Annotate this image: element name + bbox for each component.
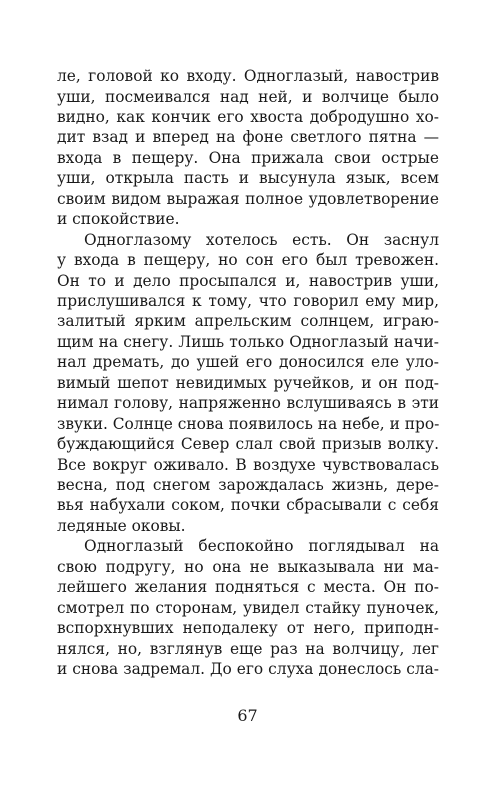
text-line: Все вокруг оживало. В воздухе чувствовалась [57,455,439,474]
text-line: смотрел по сторонам, увидел стайку пуночек, [57,598,439,617]
text-line: вспорхнувших неподалеку от него, приподн- [57,619,439,638]
text-line: ледяные оковы. [57,516,186,535]
text-line: лейшего желания подняться с места. Он по- [57,578,439,597]
text-line: нялся, но, взглянув еще раз на волчицу, лег [57,639,439,658]
page-number: 67 [237,706,258,725]
text-line: у входа в пещеру, но сон его был тревожен. [57,251,439,269]
text-line: вья набухали соком, почки сбрасывали с себя [57,496,439,515]
text-line: залитый ярким апрельским солнцем, играю- [57,312,439,331]
text-line: ле, головой ко входу. Одноглазый, навострив [57,67,439,85]
text-line: Он то и дело просыпался и, навострив уши, [57,271,439,290]
text-line: весна, под снегом зарождалась жизнь, дере- [57,476,439,494]
text-line: уши, посмеивался над ней, и волчице было [57,87,439,106]
text-line: своим видом выражая полное удовлетворение [57,189,439,208]
text-line: уши, открыла пасть и высунула язык, всем [57,169,439,188]
text-line: звуки. Солнце снова появилось на небе, и про- [57,414,440,433]
text-line: щим на снегу. Лишь только Одноглазый начи- [57,332,439,351]
text-line: видно, как кончик его хвоста добродушно хо- [57,107,439,126]
paragraph-first-line: Одноглазый беспокойно поглядывал на [84,537,439,556]
text-line: и спокойствие. [57,210,180,229]
text-line: свою подругу, но она не выказывала ни ма- [57,557,439,576]
text-line: нал дремать, до ушей его доносился еле уло- [57,353,439,372]
text-line: дит взад и вперед на фоне светлого пятна — [57,128,439,147]
text-line: вимый шепот невидимых ручейков, и он под- [57,373,439,392]
text-line: входа в пещеру. Она прижала свои острые [57,148,439,167]
text-line: прислушивался к тому, что говорил ему мир, [57,291,439,310]
text-line: нимал голову, напряженно вслушиваясь в эти [57,394,439,413]
text-line: буждающийся Север слал свой призыв волку. [57,435,439,454]
paragraph-first-line: Одноглазому хотелось есть. Он заснул [84,230,439,249]
text-line: и снова задремал. До его слуха донеслось сла- [57,660,439,678]
